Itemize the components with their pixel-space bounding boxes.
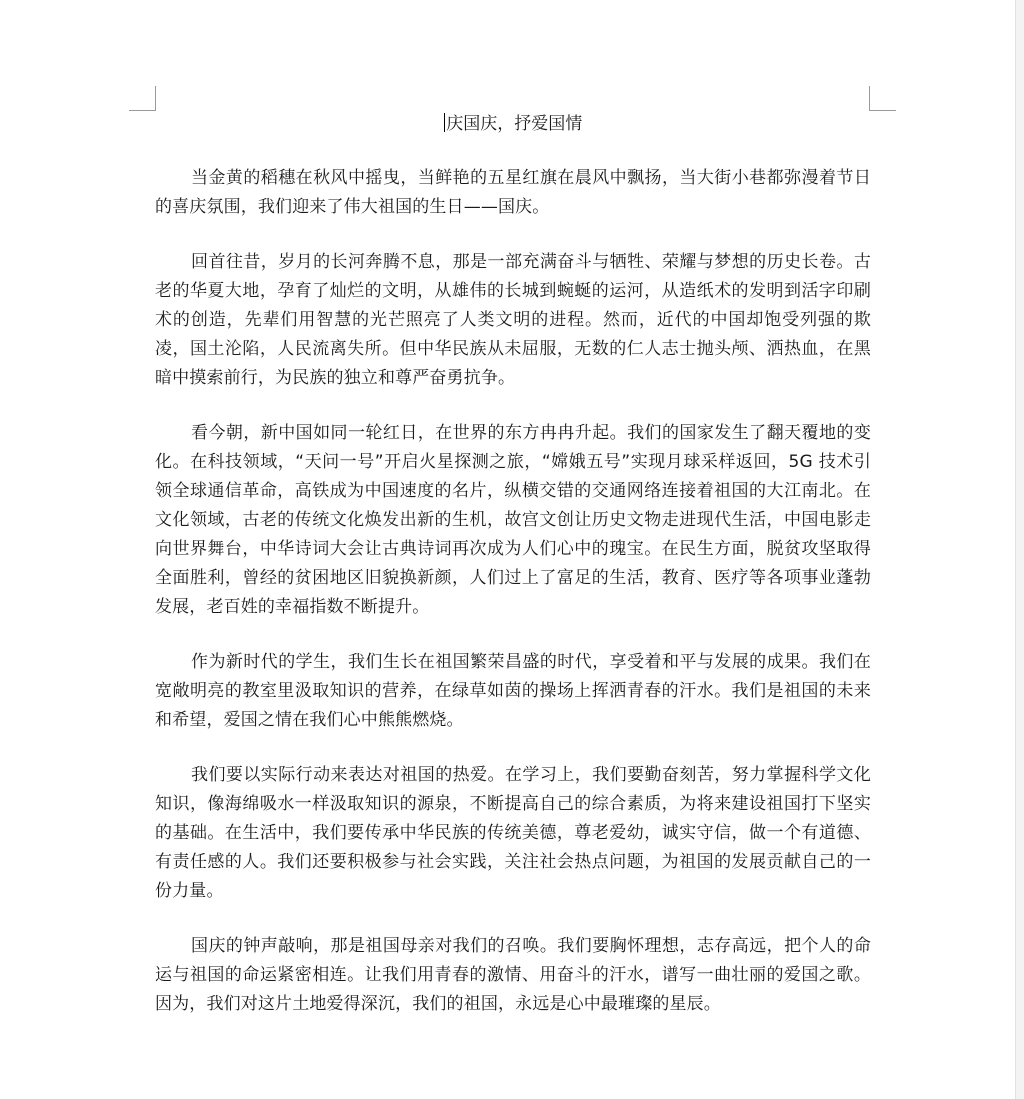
paragraph-6[interactable]: 国庆的钟声敲响，那是祖国母亲对我们的召唤。我们要胸怀理想，志存高远，把个人的命运与祖国的命运紧密相连。让我们用青春的激情、用奋斗的汗水，谱写一曲壮丽的爱国之歌。因为，我们对这片土地爱得深沉，我们的祖国，永远是心中最璀璨的星辰。: [155, 936, 871, 1014]
paragraph-2[interactable]: 回首往昔，岁月的长河奔腾不息，那是一部充满奋斗与牺牲、荣耀与梦想的历史长卷。古老的华夏大地，孕育了灿烂的文明，从雄伟的长城到蜿蜒的运河，从造纸术的发明到活字印刷术的创造，先辈们用智慧的光芒照亮了人类文明的进程。然而，近代的中国却饱受列强的欺凌，国土沦陷，人民流离失所。但中华民族从未屈服，无数的仁人志士抛头颅、洒热血，在黑暗中摸索前行，为民族的独立和尊严奋勇抗争。: [155, 252, 871, 388]
document-title: 庆国庆，抒爱国情: [446, 114, 583, 134]
paragraph-4[interactable]: 作为新时代的学生，我们生长在祖国繁荣昌盛的时代，享受着和平与发展的成果。我们在宽敞明亮的教室里汲取知识的营养，在绿草如茵的操场上挥洒青春的汗水。我们是祖国的未来和希望，爱国之情在我们心中熊熊燃烧。: [155, 652, 871, 730]
vertical-scrollbar[interactable]: [1015, 0, 1024, 1099]
document-body[interactable]: [155, 110, 871, 1045]
paragraph-1[interactable]: 当金黄的稻穗在秋风中摇曳，当鲜艳的五星红旗在晨风中飘扬，当大街小巷都弥漫着节日的喜庆氛围，我们迎来了伟大祖国的生日——国庆。: [155, 168, 871, 217]
margin-corner-mark-right: [869, 86, 896, 111]
paragraph-3[interactable]: 看今朝，新中国如同一轮红日，在世界的东方冉冉升起。我们的国家发生了翻天覆地的变化。在科技领域，“天问一号”开启火星探测之旅，“嫦娥五号”实现月球采样返回，5G 技术引领全球通信革命，高铁成为中国速度的名片，纵横交错的交通网络连接着祖国的大江南北。在文化领域，古老的传统文化焕发出新的生机，故宫文创让历史文物走进现代生活，中国电影走向世界舞台，中华诗词大会让古典诗词再次成为人们心中的瑰宝。在民生方面，脱贫攻坚取得全面胜利，曾经的贫困地区旧貌换新颜，人们过上了富足的生活，教育、医疗等各项事业蓬勃发展，老百姓的幸福指数不断提升。: [155, 423, 871, 617]
margin-corner-mark-left: [129, 86, 156, 111]
document-title-line[interactable]: [155, 110, 871, 138]
paragraph-5[interactable]: 我们要以实际行动来表达对祖国的热爱。在学习上，我们要勤奋刻苦，努力掌握科学文化知识，像海绵吸水一样汲取知识的源泉，不断提高自己的综合素质，为将来建设祖国打下坚实的基础。在生活中，我们要传承中华民族的传统美德，尊老爱幼，诚实守信，做一个有道德、有责任感的人。我们还要积极参与社会实践，关注社会热点问题，为祖国的发展贡献自己的一份力量。: [155, 765, 871, 901]
